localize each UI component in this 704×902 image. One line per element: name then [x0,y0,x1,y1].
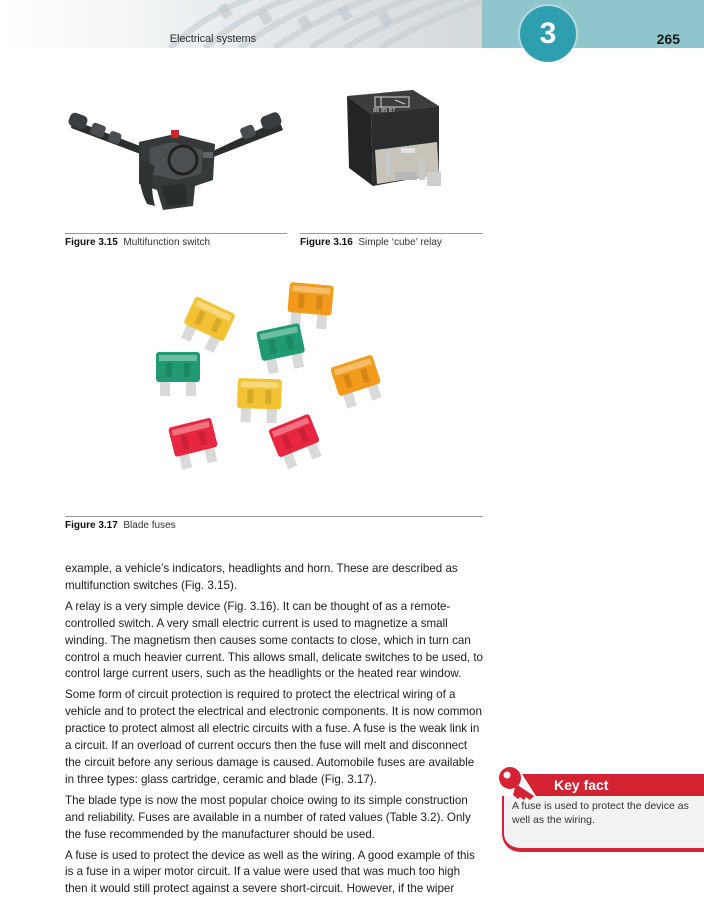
fuse-yellow [236,378,282,424]
paragraph: example, a vehicle’s indicators, headlights and horn. These are described as multifunction switches (Fig. 3.15). [65,562,458,592]
figure-number: Figure 3.15 [65,237,118,248]
paragraph: Some form of circuit protection is required to protect the electrical wiring of a vehicle and to protect the electrical and electronic components. It is now common practice to protect almost all electric circuits with a fuse. A fuse is the weak link in a circuit. If an overload of current occurs then the fuse will melt and disconnect the circuit before any serious damage is caused. Automobile fuses are available in three types: glass cartridge, ceramic and blade (Fig. 3.17). [65,688,482,786]
key-fact-text: A fuse is used to protect the device as well as the wiring. [502,796,704,852]
body-text [65,561,483,902]
paragraph: A relay is a very simple device (Fig. 3.16). It can be thought of as a remote-controlled switch. A very small electric current is used to magnetize a small winding. The magnetism then causes some contacts to close, which in turn can control a much heavier current. This allows small, delicate switches to be used, to control large current users, such as the headlights or the heated rear window. [65,599,483,681]
paragraph: A fuse is used to protect the device as well as the wiring. A good example of this is a fuse in a wiper motor circuit. If a value were used that was much too high then it would still protect against a severe short-circuit. However, if the wiper [65,848,475,896]
figure-caption-3-16 [300,233,483,248]
chapter-number-badge: 3 [520,6,576,62]
figure-multifunction-switch [65,100,287,225]
fuse-green [256,323,308,375]
key-fact-title: Key fact [536,774,704,796]
paragraph: The blade type is now the most popular choice owing to its simple construction and reliability. Fuses are available in a number of rated values (Table 3.2). Only the fuse recommended by the manufacturer should be used. [65,793,471,841]
figure-blade-fuses [150,278,410,498]
figure-caption-text: Simple ‘cube’ relay [358,237,442,248]
key-fact-box [496,770,704,854]
svg-text:86 85 87: 86 85 87 [373,108,396,114]
figure-cube-relay [335,88,445,198]
figure-caption-text: Multifunction switch [123,237,211,248]
page-number: 265 [656,31,680,47]
key-icon [496,760,556,806]
section-label: Electrical systems [169,33,256,45]
fuse-green [156,352,200,396]
header-banner [0,0,482,48]
blade-fuses-image [150,278,410,498]
fuse-orange [286,282,334,330]
multifunction-switch-image [65,100,287,225]
fuse-red [268,414,325,471]
figure-number: Figure 3.16 [300,237,353,248]
figure-caption-3-17 [65,516,483,531]
figure-caption-text: Blade fuses [123,520,176,531]
figure-caption-3-15 [65,233,287,248]
cube-relay-image [335,88,445,198]
fuse-orange [330,354,385,409]
fuse-yellow [177,296,235,354]
figure-number: Figure 3.17 [65,520,118,531]
fuse-red [168,417,221,470]
